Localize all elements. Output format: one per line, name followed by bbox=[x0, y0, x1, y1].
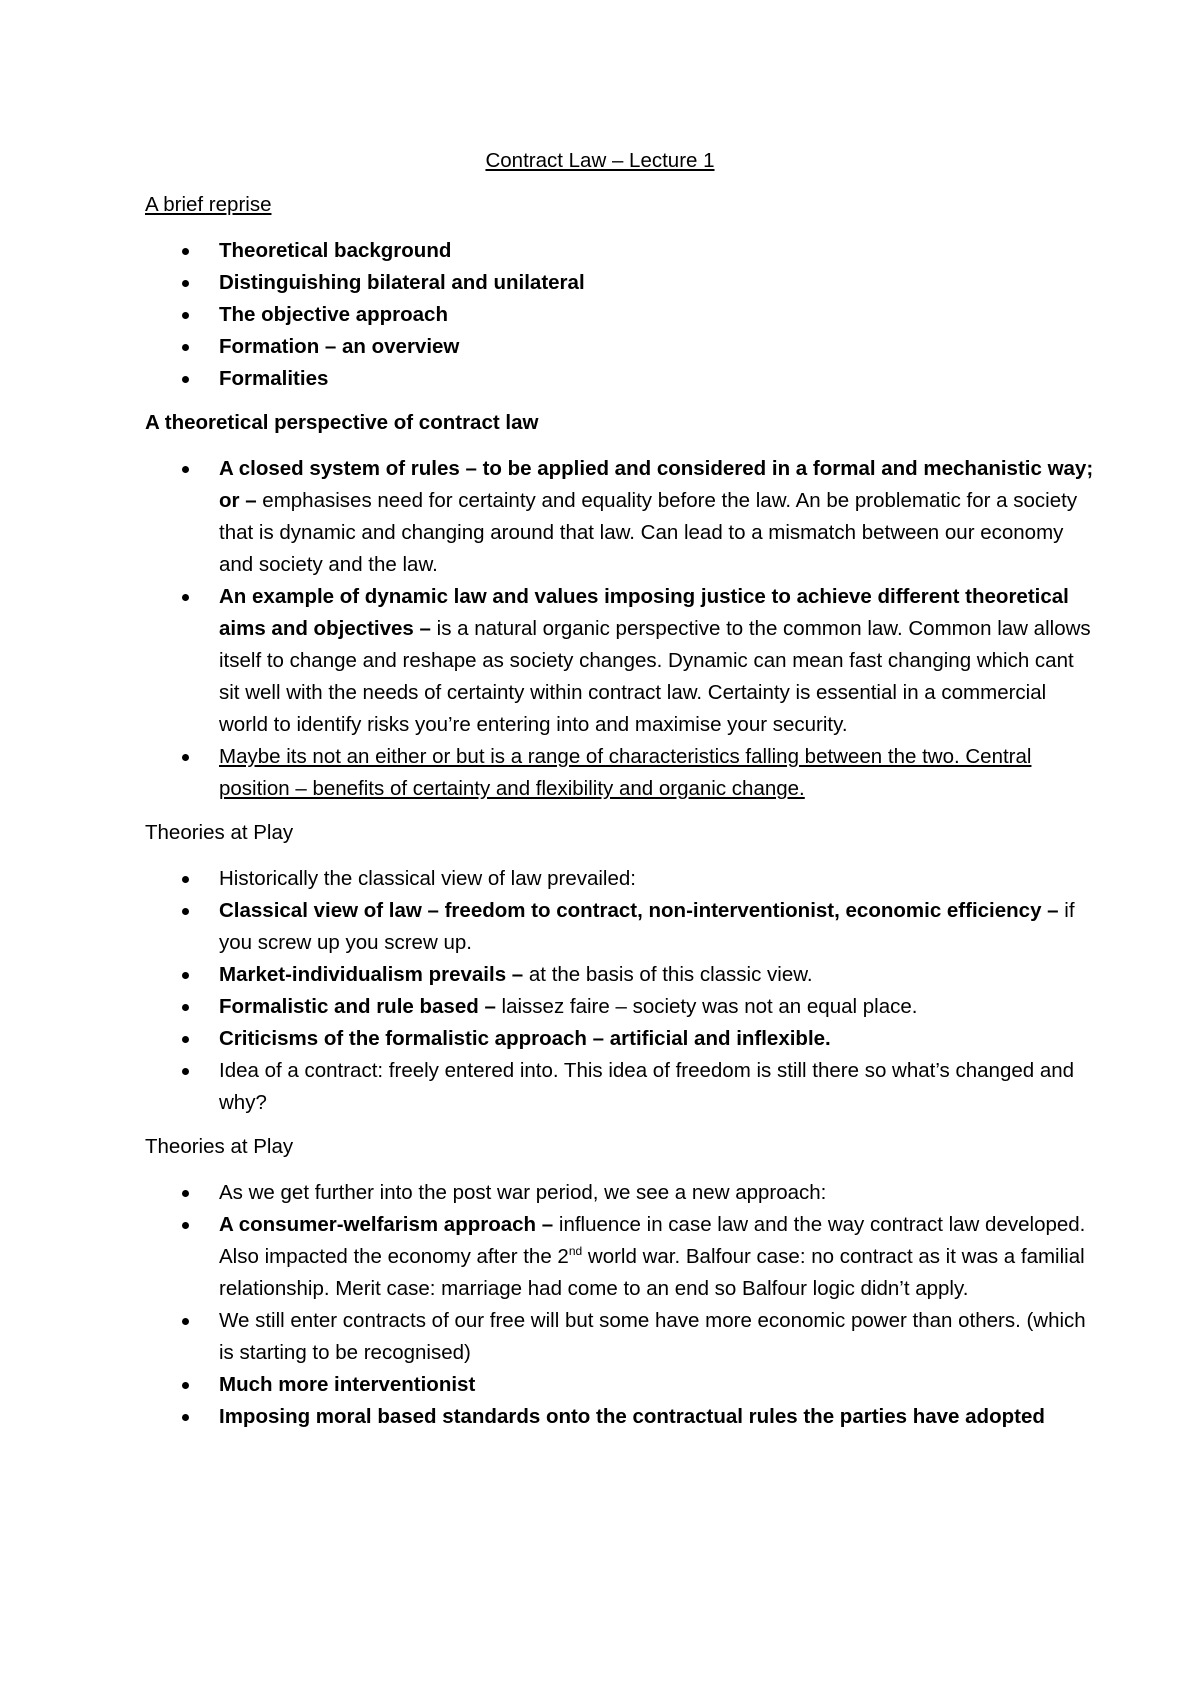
list-item: Formation – an overview bbox=[219, 331, 1099, 363]
body-text: world war. Balfour case: no contract as it was a familial relationship. Merit case: marriage had come to an end so Balfour logic didn’t apply. bbox=[219, 1245, 1085, 1300]
list-item bbox=[219, 453, 1099, 581]
perspective-list bbox=[145, 453, 1099, 805]
list-item bbox=[219, 1023, 1099, 1055]
list-item: Idea of a contract: freely entered into. This idea of freedom is still there so what’s changed and why? bbox=[219, 1055, 1099, 1119]
list-item: Theoretical background bbox=[219, 235, 1099, 267]
list-item bbox=[219, 581, 1099, 741]
body-text: is a natural organic perspective to the common law. Common law allows itself to change and reshape as society changes. Dynamic can mean fast changing which cant sit well with the needs of certainty within contract law. Certainty is essential in a commercial world to identify risks you’re entering into and maximise your security. bbox=[219, 617, 1091, 736]
list-item bbox=[219, 1209, 1099, 1305]
list-item: Formalities bbox=[219, 363, 1099, 395]
superscript: nd bbox=[568, 1244, 583, 1259]
body-text: at the basis of this classic view. bbox=[523, 963, 813, 986]
bold-lead: A consumer-welfarism approach – bbox=[219, 1213, 554, 1236]
list-item bbox=[219, 991, 1099, 1023]
list-item bbox=[219, 1369, 1099, 1401]
list-item: Historically the classical view of law prevailed: bbox=[219, 863, 1099, 895]
list-item: The objective approach bbox=[219, 299, 1099, 331]
theories-list-1 bbox=[145, 863, 1099, 1119]
list-item bbox=[219, 741, 1099, 805]
perspective-heading: A theoretical perspective of contract law bbox=[145, 411, 539, 434]
list-item bbox=[219, 959, 1099, 991]
bold-lead: Formalistic and rule based – bbox=[219, 995, 496, 1018]
bold-lead: Much more interventionist bbox=[219, 1373, 476, 1396]
list-item: As we get further into the post war period, we see a new approach: bbox=[219, 1177, 1099, 1209]
theories-heading-2: Theories at Play bbox=[145, 1135, 294, 1158]
body-text: if you screw up you screw up. bbox=[219, 899, 1075, 954]
theories-heading-1: Theories at Play bbox=[145, 821, 294, 844]
reprise-heading: A brief reprise bbox=[145, 193, 272, 216]
list-item: Distinguishing bilateral and unilateral bbox=[219, 267, 1099, 299]
list-item bbox=[219, 895, 1099, 959]
body-text: laissez faire – society was not an equal place. bbox=[495, 995, 918, 1018]
theories-list-2 bbox=[145, 1177, 1099, 1433]
body-text: influence in case law and the way contract law developed. Also impacted the economy after the 2 bbox=[219, 1213, 1086, 1268]
underlined-text: Maybe its not an either or but is a range of characteristics falling between the two. Central position – benefits of certainty and flexibility and organic change. bbox=[219, 745, 1032, 800]
body-text: emphasises need for certainty and equality before the law. An be problematic for a society that is dynamic and changing around that law. Can lead to a mismatch between our economy and society and the law. bbox=[219, 489, 1078, 576]
bold-lead: Imposing moral based standards onto the contractual rules the parties have adopted bbox=[219, 1405, 1045, 1428]
reprise-list bbox=[145, 235, 1099, 395]
list-item: We still enter contracts of our free will but some have more economic power than others. (which is starting to be recognised) bbox=[219, 1305, 1099, 1369]
list-item bbox=[219, 1401, 1099, 1433]
bold-lead: An example of dynamic law and values imposing justice to achieve different theoretical aims and objectives – bbox=[219, 585, 1069, 640]
bold-lead: Criticisms of the formalistic approach – artificial and inflexible. bbox=[219, 1027, 831, 1050]
bold-lead: Market-individualism prevails – bbox=[219, 963, 524, 986]
bold-lead: Classical view of law – freedom to contract, non-interventionist, economic efficiency – bbox=[219, 899, 1059, 922]
bold-lead: A closed system of rules – to be applied and considered in a formal and mechanistic way; or – bbox=[219, 457, 1094, 512]
document-title: Contract Law – Lecture 1 bbox=[485, 149, 715, 172]
